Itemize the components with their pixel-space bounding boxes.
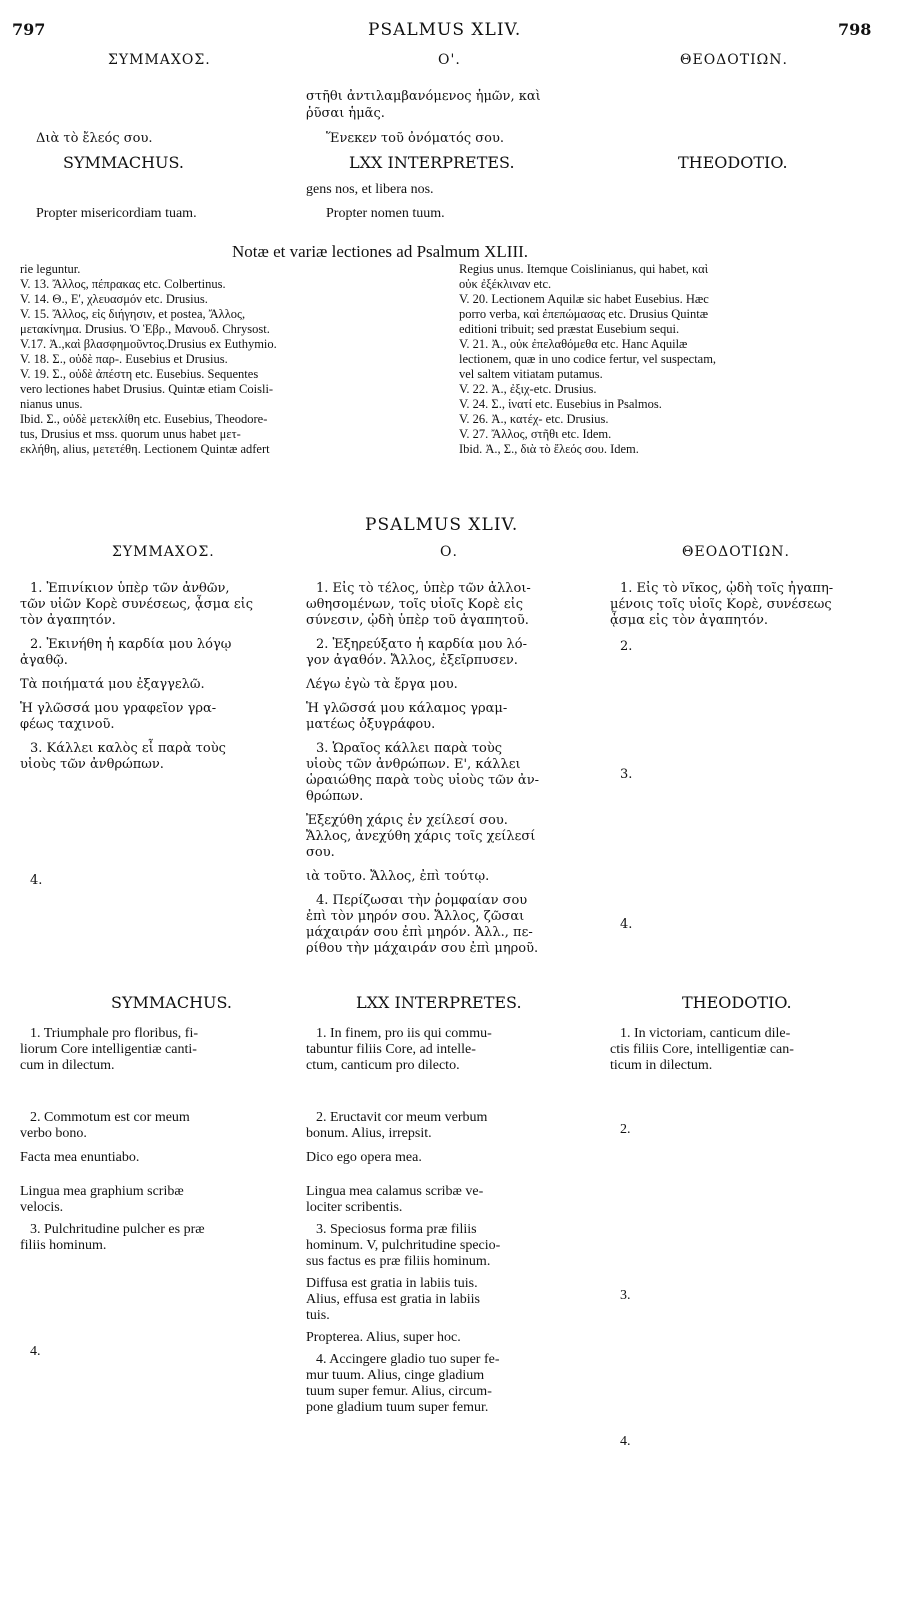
greek-head-lxx: Ο'. (438, 52, 461, 68)
greek-verse (306, 581, 588, 629)
notes-right-column (459, 262, 884, 457)
greek-verse (610, 917, 882, 933)
verse-line: Τὰ ποιήματά μου ἐξαγγελῶ. (20, 677, 205, 692)
greek-verse (306, 813, 588, 861)
verse-line: 3. Ὡραῖος κάλλει παρὰ τοὺς (316, 741, 503, 756)
latin-verse (306, 1026, 588, 1074)
note-line: Ibid. Σ., οὐδὲ μετεκλίθη etc. Eusebius, Theodore- (20, 412, 268, 426)
note-line: nianus unus. (20, 397, 83, 411)
verse-line: 2. (620, 1122, 631, 1137)
latin-verse (20, 1344, 292, 1360)
verse-line: mur tuum. Alius, cinge gladium (306, 1368, 485, 1383)
verse-line: ωθησομένων, τοῖς υἱοῖς Κορὲ εἰς (306, 597, 524, 612)
note-line: Ibid. Ἀ., Σ., διὰ τὸ ἔλεός σου. Idem. (459, 442, 639, 456)
latin-symmachus-column (20, 1020, 292, 1360)
verse-line: tabuntur filiis Core, ad intelle- (306, 1042, 476, 1057)
greek-verse (306, 637, 588, 669)
page-number-right: 798 (838, 20, 872, 39)
latin-verse (610, 1434, 882, 1450)
note-line: porro verba, καὶ ἐπεπώμασας etc. Drusius Quintæ (459, 307, 709, 321)
verse-line: liorum Core intelligentiæ canti- (20, 1042, 197, 1057)
note-line: V. 24. Σ., ἱνατί etc. Eusebius in Psalmos. (459, 397, 662, 411)
verse-line: Lingua mea calamus scribæ ve- (306, 1184, 484, 1199)
latin-verse (610, 1288, 882, 1304)
note-line: V. 21. Ἀ., οὐκ ἐπελαθόμεθα etc. Hanc Aquilæ (459, 337, 688, 351)
verse-line: hominum. V, pulchritudine specio- (306, 1238, 501, 1253)
verse-line: verbo bono. (20, 1126, 87, 1141)
verse-line: ἐπὶ τὸν μηρόν σου. Ἄλλος, ζῶσαι (306, 909, 525, 924)
verse-line: ctis filiis Core, intelligentiæ can- (610, 1042, 794, 1057)
note-line: Regius unus. Itemque Coislinianus, qui habet, καὶ (459, 262, 709, 276)
latin-verse (306, 1352, 588, 1416)
verse-line: ρίθου τὴν μάχαιράν σου ἐπὶ μηροῦ. (306, 941, 539, 956)
latin-verse (306, 1110, 588, 1142)
note-line: μετακίνημα. Drusius. Ὁ Ἑβρ., Μανουδ. Chrysost. (20, 322, 270, 336)
note-line: V. 19. Σ., οὐδὲ ἀπέστη etc. Eusebius. Sequentes (20, 367, 259, 381)
greek-verse (306, 741, 588, 805)
latin-verse (20, 1110, 292, 1142)
verse-line: 4. (620, 917, 633, 932)
note-line: V. 26. Ἀ., κατέχ- etc. Drusius. (459, 412, 609, 426)
verse-line: 4. (30, 1344, 41, 1359)
latin-head-lxx: LXX INTERPRETES. (349, 153, 515, 172)
greek-verse (610, 767, 882, 783)
top-lxx-line: στῆθι ἀντιλαμβανόμενος ἡμῶν, καὶ (306, 89, 541, 104)
latin-verse (610, 1026, 882, 1074)
greek-verse (610, 639, 882, 655)
verse-line: 4. Περίζωσαι τὴν ῥομφαίαν σου (316, 893, 528, 908)
verse-line: lociter scribentis. (306, 1200, 403, 1215)
verse-line: τὸν ἀγαπητόν. (20, 613, 116, 628)
greek-verse (20, 701, 292, 733)
latin-theodotio-column (610, 1020, 882, 1450)
verse-line: ticum in dilectum. (610, 1058, 713, 1073)
verse-line: Propterea. Alius, super hoc. (306, 1330, 461, 1345)
running-title: PSALMUS XLIV. (368, 20, 522, 40)
psalm-latin-head-theodotio: THEODOTIO. (682, 993, 792, 1012)
verse-line: 3. Pulchritudine pulcher es præ (30, 1222, 205, 1237)
psalm-latin-head-symmachus: SYMMACHUS. (111, 993, 232, 1012)
verse-line: ᾆσμα εἰς τὸν ἀγαπητόν. (610, 613, 769, 628)
latin-verse (610, 1122, 882, 1138)
verse-line: 1. Εἰς τὸ νῖκος, ᾠδὴ τοῖς ἠγαπη- (620, 581, 834, 596)
psalm-latin-head-lxx: LXX INTERPRETES. (356, 993, 522, 1012)
verse-line: Dico ego opera mea. (306, 1150, 422, 1165)
greek-verse (306, 869, 588, 885)
verse-line: 1. Triumphale pro floribus, fi- (30, 1026, 198, 1041)
psalm-greek-head-lxx: Ο. (440, 544, 458, 560)
verse-line: Ἡ γλῶσσά μου γραφεῖον γρα- (20, 701, 217, 716)
verse-line: 2. Ἐξηρεύξατο ἡ καρδία μου λό- (316, 637, 528, 652)
verse-line: Lingua mea graphium scribæ (20, 1184, 184, 1199)
latin-verse (306, 1222, 588, 1270)
verse-line: θρώπων. (306, 789, 364, 804)
verse-line: 3. Κάλλει καλὸς εἶ παρὰ τοὺς (30, 741, 226, 756)
psalm-greek-head-theodotion: ΘΕΟΔΟΤΙΩΝ. (682, 544, 790, 560)
latin-verse (306, 1330, 588, 1346)
verse-line: Alius, effusa est gratia in labiis (306, 1292, 480, 1307)
verse-line: 3. (620, 767, 633, 782)
note-line: V. 20. Lectionem Aquilæ sic habet Eusebius. Hæc (459, 292, 709, 306)
note-line: εκλήθη, alius, μετετέθη. Lectionem Quintæ adfert (20, 442, 270, 456)
greek-verse (20, 677, 292, 693)
greek-verse (306, 677, 588, 693)
verse-line: Ἄλλος, ἀνεχύθη χάρις τοῖς χείλεσί (306, 829, 536, 844)
verse-line: ἀγαθῷ. (20, 653, 68, 668)
top-symm-greek: Διὰ τὸ ἔλεός σου. (36, 131, 153, 146)
top-lxx-line: ῥῦσαι ἡμᾶς. (306, 106, 385, 121)
verse-line: Facta mea enuntiabo. (20, 1150, 140, 1165)
verse-line: μένοις τοῖς υἱοῖς Κορὲ, συνέσεως (610, 597, 832, 612)
latin-verse (306, 1276, 588, 1324)
note-line: tus, Drusius et mss. quorum unus habet μετ- (20, 427, 241, 441)
verse-line: 2. Commotum est cor meum (30, 1110, 190, 1125)
greek-head-symmachus: ΣΥΜΜΑΧΟΣ. (108, 52, 211, 68)
top-lxx-line: Ἕνεκεν τοῦ ὀνόματός σου. (326, 131, 504, 146)
greek-verse (20, 741, 292, 773)
page-number-left: 797 (12, 20, 46, 39)
latin-verse (20, 1184, 292, 1216)
note-line: V.17. Ἀ.,καὶ βλασφημοῦντος.Drusius ex Euthymio. (20, 337, 277, 351)
notes-left-column (20, 262, 445, 457)
note-line: V. 13. Ἄλλος, πέπρακας etc. Colbertinus. (20, 277, 226, 291)
verse-line: ματέως ὀξυγράφου. (306, 717, 436, 732)
note-line: vero lectiones habet Drusius. Quintæ etiam Coisli- (20, 382, 274, 396)
verse-line: Ἡ γλῶσσά μου κάλαμος γραμ- (306, 701, 508, 716)
latin-verse (306, 1150, 588, 1166)
verse-line: 3. Speciosus forma præ filiis (316, 1222, 477, 1237)
note-line: οὐκ ἐξέκλιναν etc. (459, 277, 552, 291)
latin-head-symmachus: SYMMACHUS. (63, 153, 184, 172)
verse-line: σου. (306, 845, 335, 860)
verse-line: Diffusa est gratia in labiis tuis. (306, 1276, 478, 1291)
greek-verse (20, 637, 292, 669)
greek-verse (306, 701, 588, 733)
note-line: V. 18. Σ., οὐδὲ παρ-. Eusebius et Drusius. (20, 352, 228, 366)
greek-verse (306, 893, 588, 957)
verse-line: Λέγω ἐγὼ τὰ ἔργα μου. (306, 677, 458, 692)
verse-line: cum in dilectum. (20, 1058, 115, 1073)
verse-line: 2. Ἐκινήθη ἡ καρδία μου λόγῳ (30, 637, 232, 652)
verse-line: 2. Eructavit cor meum verbum (316, 1110, 488, 1125)
verse-line: 1. In victoriam, canticum dile- (620, 1026, 791, 1041)
verse-line: υἱοὺς τῶν ἀνθρώπων. (20, 757, 164, 772)
verse-line: 1. Ἐπινίκιον ὑπὲρ τῶν ἀνθῶν, (30, 581, 230, 596)
greek-verse (20, 581, 292, 629)
latin-lxx-column (306, 1020, 588, 1416)
notes-heading: Notæ et variæ lectiones ad Psalmum XLIII. (232, 242, 529, 261)
psalm-title: PSALMUS XLIV. (365, 515, 519, 535)
latin-head-theodotio: THEODOTIO. (678, 153, 788, 172)
greek-lxx-column (306, 575, 588, 957)
note-line: V. 27. Ἄλλος, στῆθι etc. Idem. (459, 427, 612, 441)
verse-line: pone gladium tuum super femur. (306, 1400, 489, 1415)
verse-line: 1. Εἰς τὸ τέλος, ὑπὲρ τῶν ἀλλοι- (316, 581, 531, 596)
psalm-greek-head-symmachus: ΣΥΜΜΑΧΟΣ. (112, 544, 215, 560)
verse-line: 3. (620, 1288, 631, 1303)
verse-line: tuum super femur. Alius, circum- (306, 1384, 492, 1399)
verse-line: γον ἀγαθόν. Ἄλλος, ἐξεῖρπυσεν. (306, 653, 518, 668)
verse-line: bonum. Alius, irrepsit. (306, 1126, 432, 1141)
verse-line: ιὰ τοῦτο. Ἄλλος, ἐπὶ τούτῳ. (306, 869, 490, 884)
greek-head-theodotion: ΘΕΟΔΟΤΙΩΝ. (680, 52, 788, 68)
note-line: V. 14. Θ., Ε', χλευασμόν etc. Drusius. (20, 292, 208, 306)
verse-line: 4. (620, 1434, 631, 1449)
greek-verse (20, 873, 292, 889)
verse-line: μάχαιράν σου ἐπὶ μηρόν. Ἀλλ., πε- (306, 925, 533, 940)
verse-line: filiis hominum. (20, 1238, 107, 1253)
latin-verse (20, 1222, 292, 1254)
verse-line: σύνεσιν, ᾠδὴ ὑπὲρ τοῦ ἀγαπητοῦ. (306, 613, 529, 628)
verse-line: υἱοὺς τῶν ἀνθρώπων. Ε', κάλλει (306, 757, 521, 772)
top-lxx-latin: Propter nomen tuum. (326, 206, 445, 221)
verse-line: velocis. (20, 1200, 64, 1215)
verse-line: τῶν υἱῶν Κορὲ συνέσεως, ᾆσμα εἰς (20, 597, 254, 612)
top-lxx-latin: gens nos, et libera nos. (306, 182, 434, 197)
greek-theodotion-column (610, 575, 882, 933)
latin-verse (306, 1184, 588, 1216)
note-line: lectionem, quæ in uno codice fertur, vel suspectam, (459, 352, 717, 366)
greek-verse (610, 581, 882, 629)
verse-line: Ἐξεχύθη χάρις ἐν χείλεσί σου. (306, 813, 508, 828)
verse-line: 2. (620, 639, 633, 654)
verse-line: sus factus es præ filiis hominum. (306, 1254, 491, 1269)
note-line: V. 22. Ἀ., ἐξιχ-etc. Drusius. (459, 382, 597, 396)
latin-verse (20, 1150, 292, 1166)
verse-line: φέως ταχινοῦ. (20, 717, 115, 732)
verse-line: ctum, canticum pro dilecto. (306, 1058, 460, 1073)
note-line: editioni tribuit; sed præstat Eusebium sequi. (459, 322, 680, 336)
verse-line: 4. (30, 873, 43, 888)
note-line: rie leguntur. (20, 262, 81, 276)
verse-line: tuis. (306, 1308, 330, 1323)
greek-symmachus-column (20, 575, 292, 889)
note-line: vel saltem vitiatam putamus. (459, 367, 603, 381)
latin-verse (20, 1026, 292, 1074)
verse-line: ὡραιώθης παρὰ τοὺς υἱοὺς τῶν ἀν- (306, 773, 540, 788)
top-symm-latin: Propter misericordiam tuam. (36, 206, 197, 221)
verse-line: 1. In finem, pro iis qui commu- (316, 1026, 492, 1041)
verse-line: 4. Accingere gladio tuo super fe- (316, 1352, 500, 1367)
note-line: V. 15. Ἄλλος, εἰς διήγησιν, et postea, Ἄλλος, (20, 307, 246, 321)
